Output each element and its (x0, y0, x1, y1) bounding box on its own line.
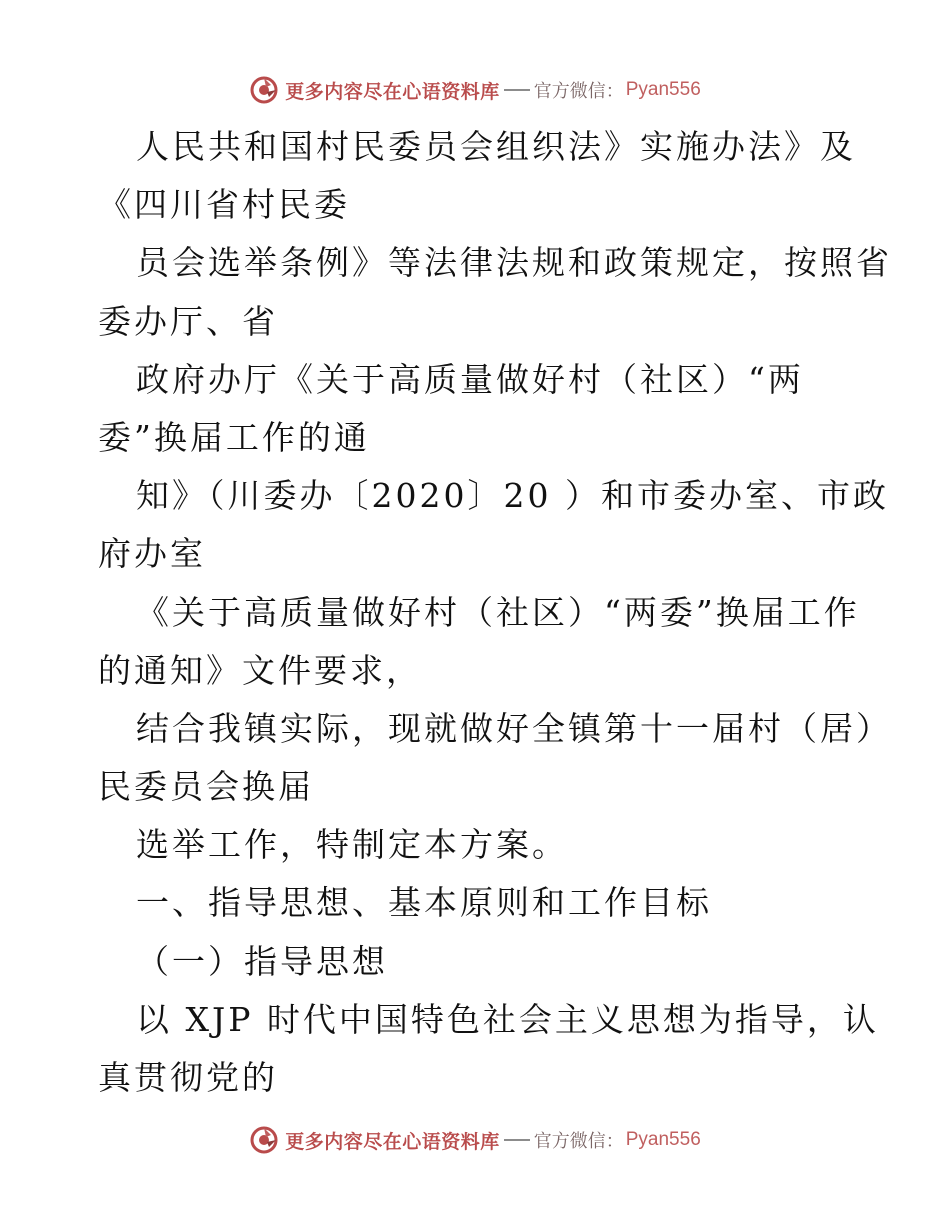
subsection-heading: （一）指导思想 (136, 941, 388, 981)
footer-watermark (0, 1120, 950, 1160)
wechat-id: Pyan556 (625, 1129, 701, 1150)
brand-logo-icon (249, 75, 279, 105)
text-line: 选举工作，特制定本方案。 (136, 825, 568, 865)
text-line: 《关于高质量做好村（社区）“两委”换届工作 (136, 592, 860, 632)
text-line: 的通知》文件要求， (98, 650, 422, 690)
text-line: 人民共和国村民委员会组织法》实施办法》及 (136, 127, 856, 166)
text-line: 委办厅、省 (98, 301, 278, 341)
brand-text: 更多内容尽在心语资料库 (285, 1130, 500, 1153)
text-line: 知》（川委办〔2020〕20 ）和市委办室、市政 (136, 476, 889, 516)
text-line: 政府办厅《关于高质量做好村（社区）“两 (136, 359, 804, 399)
banner-divider (504, 1139, 530, 1141)
contact-label: 官方微信： (533, 81, 624, 102)
section-heading: 一、指导思想、基本原则和工作目标 (136, 883, 712, 923)
text-line: 《四川省村民委 (98, 185, 350, 225)
text-line: 结合我镇实际，现就做好全镇第十一届村（居） (136, 708, 892, 748)
brand-logo-icon (249, 1125, 279, 1155)
text-line: 真贯彻党的 (98, 1058, 278, 1097)
text-line: 委”换届工作的通 (98, 417, 370, 457)
brand-text: 更多内容尽在心语资料库 (285, 80, 500, 103)
header-watermark (0, 70, 950, 110)
text-line: 以 XJP 时代中国特色社会主义思想为指导，认 (136, 999, 879, 1039)
wechat-id: Pyan556 (625, 79, 701, 100)
contact-label: 官方微信： (533, 1131, 624, 1152)
text-line: 员会选举条例》等法律法规和政策规定，按照省 (136, 243, 892, 283)
banner-divider (504, 89, 530, 91)
text-line: 府办室 (98, 534, 206, 574)
document-body (98, 118, 892, 1107)
text-line: 民委员会换届 (98, 767, 314, 807)
